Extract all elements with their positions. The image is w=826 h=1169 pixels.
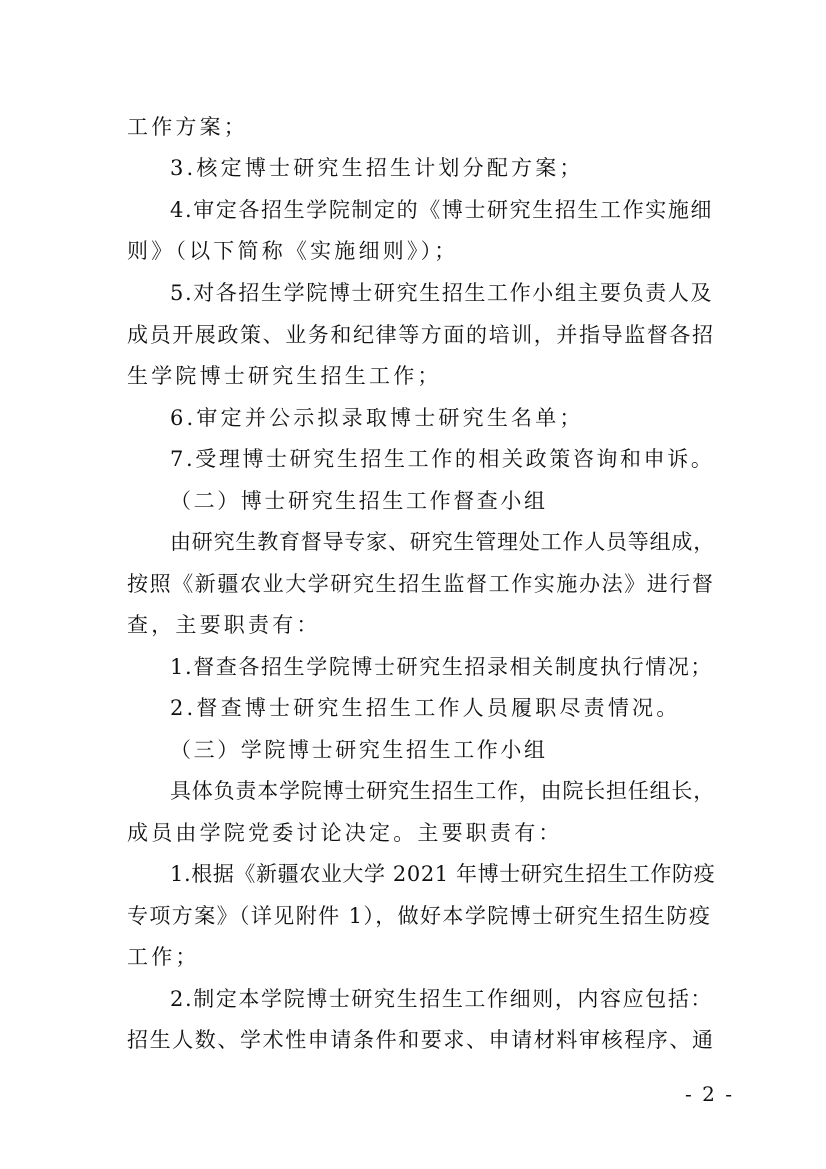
text-line: 7.受理博士研究生招生工作的相关政策咨询和申诉。 [170, 447, 715, 471]
text-line: 5.对各招生学院博士研究生招生工作小组主要负责人及 [170, 281, 714, 305]
text-line: 2.制定本学院博士研究生招生工作细则，内容应包括： [170, 987, 714, 1011]
text-line: 2.督查博士研究生招生工作人员履职尽责情况。 [170, 696, 681, 720]
section-heading: （三）学院博士研究生招生工作小组 [170, 738, 548, 762]
text-line: 1.根据《新疆农业大学 2021 年博士研究生招生工作防疫 [170, 862, 716, 886]
text-line: 则》（以下简称《实施细则》）； [127, 239, 459, 263]
section-heading: （二）博士研究生招生工作督查小组 [170, 489, 548, 513]
text-line: 成员由学院党委讨论决定。主要职责有： [127, 821, 563, 845]
page-number: - 2 - [685, 1082, 734, 1106]
text-line: 工作； [127, 945, 200, 969]
text-line: 1.督查各招生学院博士研究生招录相关制度执行情况； [170, 655, 714, 679]
text-line: 4.审定各招生学院制定的《博士研究生招生工作实施细 [170, 198, 714, 222]
text-line: 由研究生教育督导专家、研究生管理处工作人员等组成， [170, 530, 715, 554]
text-line: 成员开展政策、业务和纪律等方面的培训，并指导监督各招 [127, 323, 715, 347]
text-line: 生学院博士研究生招生工作； [127, 364, 442, 388]
text-line: 3.核定博士研究生招生计划分配方案； [170, 156, 584, 180]
text-line: 按照《新疆农业大学研究生招生监督工作实施办法》进行督 [127, 572, 715, 596]
text-line: 专项方案》（详见附件 1），做好本学院博士研究生招生防疫 [127, 904, 712, 928]
text-line: 招生人数、学术性申请条件和要求、申请材料审核程序、通 [127, 1028, 715, 1052]
text-line: 查，主要职责有： [127, 613, 321, 637]
text-line: 6.审定并公示拟录取博士研究生名单； [170, 406, 584, 430]
text-line: 工作方案； [127, 115, 248, 139]
text-line: 具体负责本学院博士研究生招生工作，由院长担任组长， [170, 779, 715, 803]
